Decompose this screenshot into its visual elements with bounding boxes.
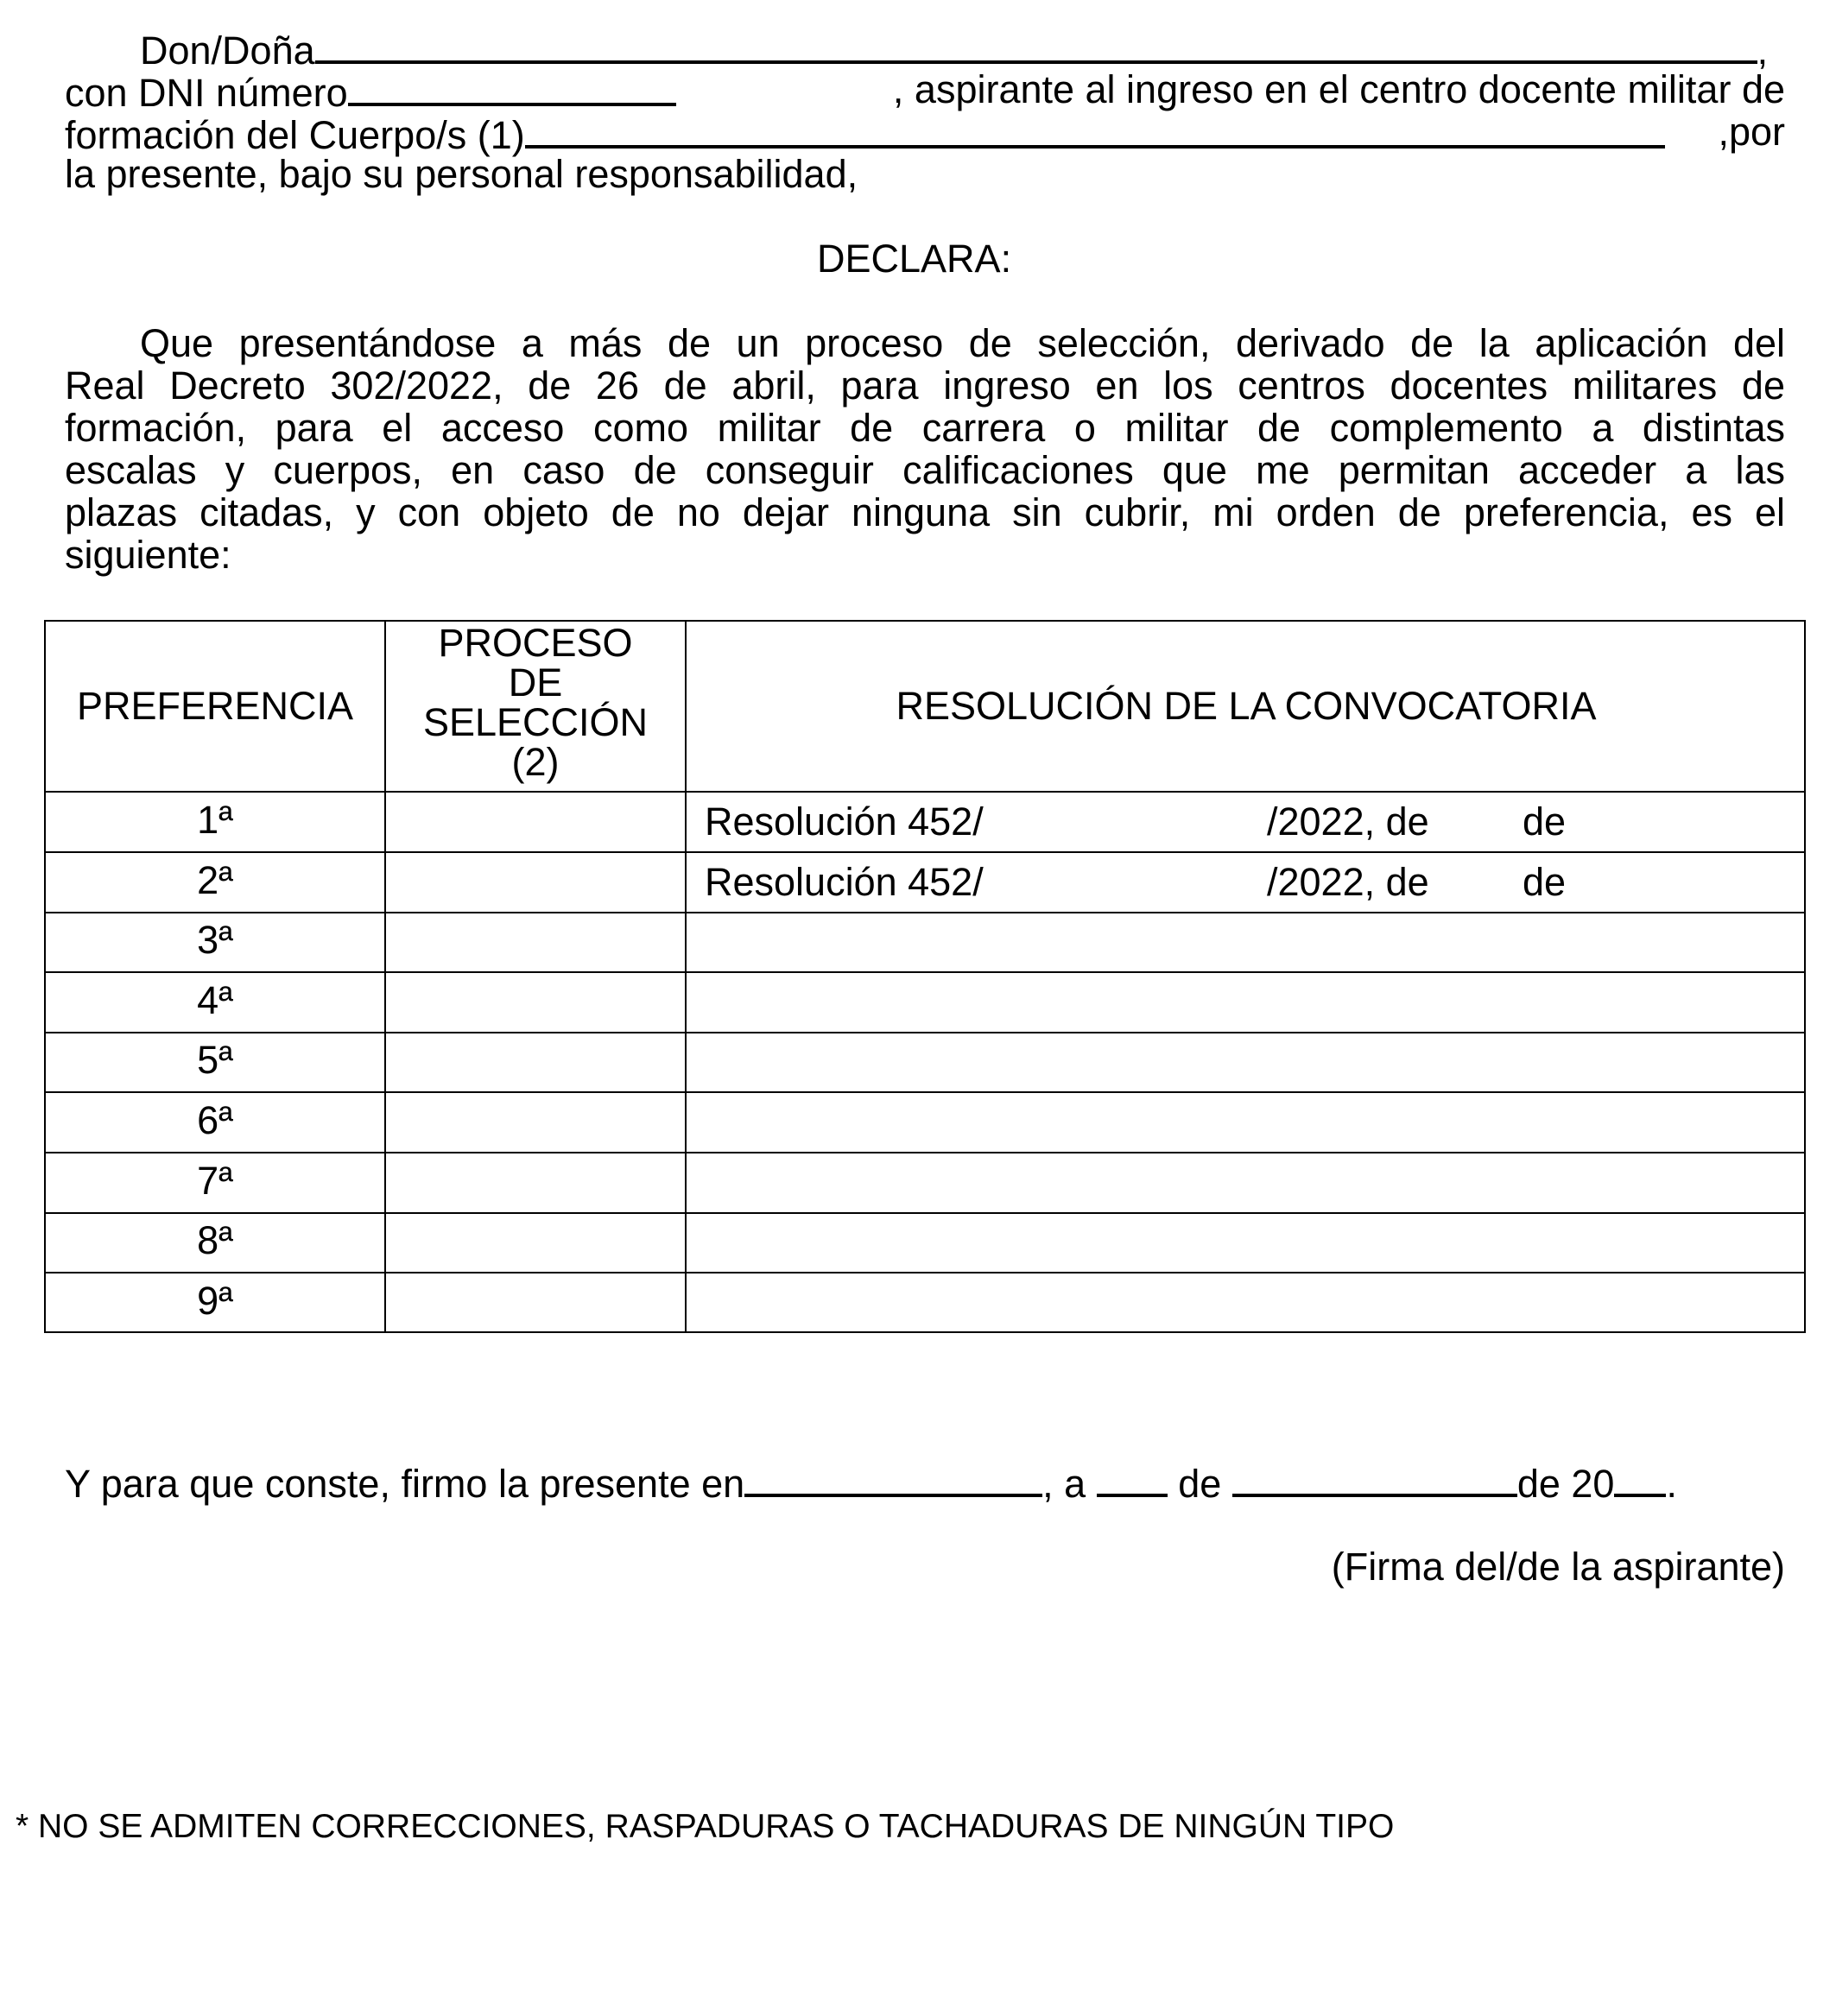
- dni-label: con DNI número: [65, 71, 348, 115]
- row-2-res-a: Resolución 452/: [705, 860, 984, 904]
- row-7-pref: 7ª: [197, 1159, 233, 1203]
- header-resolucion: RESOLUCIÓN DE LA CONVOCATORIA: [896, 684, 1597, 728]
- row-divider: [46, 791, 1804, 793]
- closing-text: , a: [1042, 1462, 1086, 1506]
- row-6-pref: 6ª: [197, 1098, 233, 1142]
- aspirante-text: , aspirante al ingreso en el centro docente militar de: [892, 67, 1785, 111]
- year-field[interactable]: [1614, 1459, 1666, 1497]
- row-divider: [46, 1272, 1804, 1273]
- footnote: * NO SE ADMITEN CORRECCIONES, RASPADURAS O TACHADURAS DE NINGÚN TIPO: [16, 1808, 1395, 1845]
- header-line-4: la presente, bajo su personal responsabilidad,: [65, 152, 858, 196]
- declara-heading: DECLARA:: [817, 237, 1012, 281]
- header-line-1: [140, 26, 1768, 72]
- col-divider: [685, 622, 687, 1331]
- header-proceso-line: SELECCIÓN: [422, 700, 649, 744]
- header-proceso: [386, 623, 685, 782]
- day-field[interactable]: [1097, 1459, 1168, 1497]
- comma: ,: [1757, 28, 1769, 73]
- place-field[interactable]: [744, 1459, 1042, 1497]
- body-line-3: formación, para el acceso como militar de carrera o militar de complemento a distintas: [65, 406, 1785, 450]
- dni-field[interactable]: [348, 68, 676, 106]
- closing-text: Y para que conste, firmo la presente en: [65, 1462, 745, 1506]
- closing-text: de 20: [1516, 1462, 1615, 1506]
- row-2-res-b: /2022, de: [1267, 860, 1429, 904]
- signature-label: (Firma del/de la aspirante): [1331, 1545, 1785, 1589]
- row-3-pref: 3ª: [197, 918, 233, 962]
- body-line-4: escalas y cuerpos, en caso de conseguir calificaciones que me permitan acceder a las: [65, 448, 1785, 492]
- row-1-pref: 1ª: [197, 798, 233, 842]
- row-divider: [46, 1212, 1804, 1214]
- name-field[interactable]: [315, 26, 1757, 64]
- row-5-pref: 5ª: [197, 1038, 233, 1082]
- body-line-6: siguiente:: [65, 533, 231, 577]
- closing-line: [65, 1459, 1677, 1505]
- month-field[interactable]: [1232, 1459, 1517, 1497]
- row-2-pref: 2ª: [197, 858, 233, 902]
- body-line-1: Que presentándose a más de un proceso de selección, derivado de la aplicación del: [140, 321, 1785, 365]
- row-divider: [46, 1032, 1804, 1033]
- body-line-5: plazas citadas, y con objeto de no dejar ninguna sin cubrir, mi orden de preferencia, es el: [65, 490, 1785, 534]
- row-divider: [46, 912, 1804, 913]
- row-1-res-c: de: [1523, 799, 1567, 844]
- row-1-res-a: Resolución 452/: [705, 799, 984, 844]
- cuerpo-label: formación del Cuerpo/s (1): [65, 113, 525, 157]
- body-line-2: Real Decreto 302/2022, de 26 de abril, para ingreso en los centros docentes militares de: [65, 363, 1785, 408]
- closing-text: .: [1666, 1462, 1677, 1506]
- row-8-pref: 8ª: [197, 1218, 233, 1262]
- header-proceso-line: (2): [511, 740, 560, 784]
- closing-text: de: [1178, 1462, 1222, 1506]
- cuerpo-field[interactable]: [525, 111, 1665, 149]
- don-dona-label: Don/Doña: [140, 28, 315, 73]
- por-text: ,por: [1718, 110, 1785, 154]
- row-2-res-c: de: [1523, 860, 1567, 904]
- header-preferencia: PREFERENCIA: [76, 684, 354, 728]
- row-divider: [46, 1152, 1804, 1153]
- header-proceso-line: PROCESO: [438, 621, 633, 665]
- row-4-pref: 4ª: [197, 978, 233, 1022]
- row-9-pref: 9ª: [197, 1279, 233, 1323]
- header-proceso-line: DE: [508, 660, 563, 705]
- row-divider: [46, 1091, 1804, 1093]
- header-line-3: [65, 111, 1785, 156]
- header-line-2: [65, 68, 1785, 114]
- preference-table: [44, 620, 1806, 1333]
- row-divider: [46, 971, 1804, 973]
- row-1-res-b: /2022, de: [1267, 799, 1429, 844]
- row-divider: [46, 851, 1804, 853]
